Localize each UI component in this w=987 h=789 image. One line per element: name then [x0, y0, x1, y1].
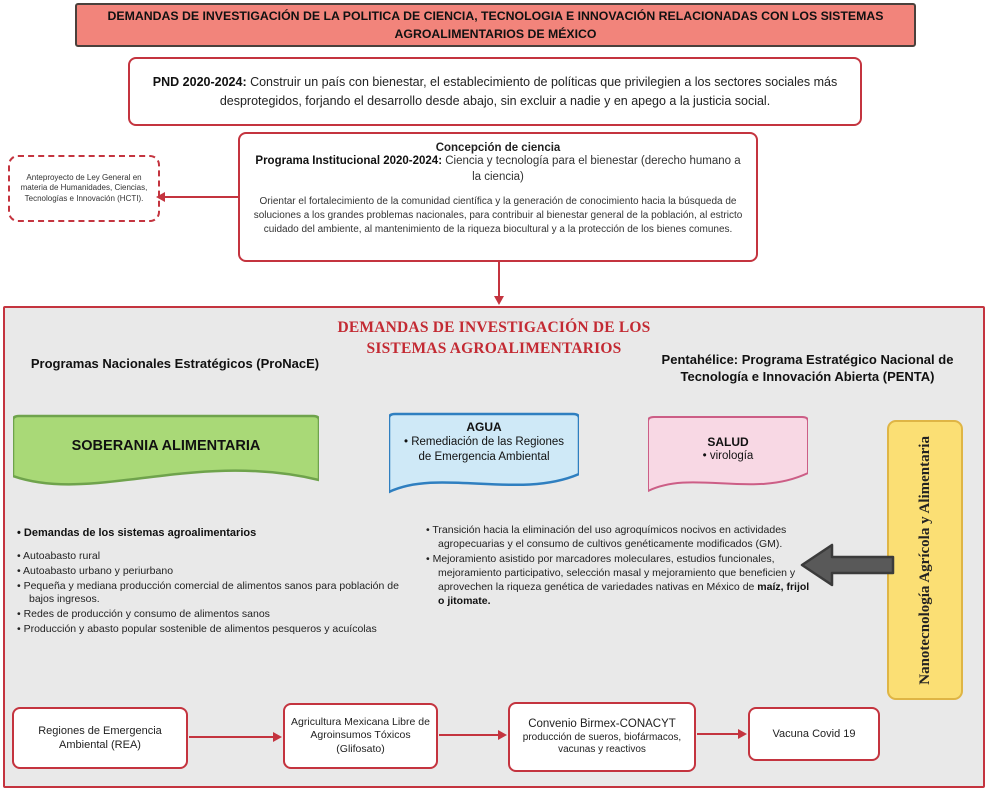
gray-left-arrow-icon [800, 542, 895, 589]
list-item: • Pequeña y mediana producción comercial de alimentos sanos para población de bajos ingresos. [17, 579, 399, 606]
pnd-text [130, 73, 860, 109]
agua-title: AGUA [466, 420, 502, 434]
arrow-line-to-demandas [498, 262, 500, 298]
arrowhead-right-icon [273, 732, 282, 742]
vacuna-node [748, 707, 880, 761]
anteproyecto-box [8, 155, 160, 222]
list-item-bold: maíz, frijol o jitomate. [438, 580, 810, 607]
arrowhead-right-icon [498, 730, 507, 740]
pnd-prefix: PND 2020-2024: [152, 75, 247, 90]
soberania-label: SOBERANIA ALIMENTARIA [71, 438, 261, 454]
list-item: • Producción y abasto popular sostenible de alimentos pesqueros y acuícolas [17, 623, 377, 636]
title-banner [75, 3, 916, 47]
pnd-box [128, 57, 862, 126]
list-item: • Autoabasto urbano y periurbano [17, 564, 174, 577]
birmex-node [508, 702, 696, 772]
rea-node [12, 707, 188, 769]
anteproyecto-text: Anteproyecto de Ley General en materia de Humanidades, Ciencias, Tecnologías e Innovación (HCTI). [20, 172, 148, 203]
birmex-text: producción de sueros, biofármacos, vacunas y reactivos [522, 731, 682, 756]
panel-title-line1: DEMANDAS DE INVESTIGACIÓN DE LOS [337, 319, 651, 336]
pronace-demands-list [17, 526, 419, 638]
arrow-line-to-anteproyecto [163, 196, 239, 198]
page-title: DEMANDAS DE INVESTIGACIÓN DE LA POLITICA DE CIENCIA, TECNOLOGIA E INNOVACIÓN RELACIONADAS CON LOS SISTEMAS AGROALIMENTARIOS DE MÉXICO [107, 8, 884, 41]
arrowhead-left-icon [156, 192, 165, 202]
birmex-title: Convenio Birmex-CONACYT [528, 718, 676, 731]
rea-label: Regiones de Emergencia Ambiental (REA) [38, 724, 162, 751]
agua-node [389, 412, 579, 498]
agricultura-node [283, 703, 438, 769]
program-text: Ciencia y tecnología para el bienestar (derecho humano a la ciencia) [442, 155, 741, 183]
list-header: • Demandas de los sistemas agroalimentarios [17, 527, 257, 539]
vacuna-label: Vacuna Covid 19 [772, 727, 856, 740]
concepcion-body: Orientar el fortalecimiento de la comunidad científica y la generación de conocimiento hacia la búsqueda de soluciones a los grandes problemas nacionales, para contribuir al bienestar general de la población, al estricto cuidado del ambiente, al mantenimiento de la riqueza biocultural y a la protección de los bienes comunes. [253, 196, 743, 235]
list-item-text: • Mejoramiento asistido por marcadores moleculares, estudios funcionales, mejoramiento participativo, selección masal y mejoramiento que beneficien y aprovechen la riqueza genética de variedades nativas en México de [426, 552, 796, 593]
flow-arrow-line-3 [697, 733, 738, 735]
concepcion-program [252, 154, 744, 185]
concepcion-title: Concepción de ciencia [435, 142, 561, 154]
penta-demands-list [426, 524, 818, 610]
salud-text: • virología [702, 450, 754, 462]
agua-text: • Remediación de las Regiones de Emergencia Ambiental [403, 436, 564, 463]
pronace-header: Programas Nacionales Estratégicos (ProNacE) [30, 356, 320, 371]
panel-title-line2: SISTEMAS AGROALIMENTARIOS [366, 339, 622, 357]
program-prefix: Programa Institucional 2020-2024: [255, 155, 443, 167]
soberania-node [13, 414, 319, 492]
flow-arrow-line-2 [439, 734, 498, 736]
arrowhead-down-icon [494, 296, 504, 305]
penta-header: Pentahélice: Programa Estratégico Nacional de Tecnología e Innovación Abierta (PENTA) [661, 352, 954, 384]
flow-arrow-line-1 [189, 736, 273, 738]
list-item: • Autoabasto rural [17, 549, 101, 562]
agricultura-label: Agricultura Mexicana Libre de Agroinsumos Tóxicos (Glifosato) [291, 715, 430, 755]
salud-title: SALUD [707, 435, 749, 449]
salud-node [648, 415, 808, 497]
nano-label: Nanotecnología Agrícola y Alimentaria [916, 435, 933, 685]
arrowhead-right-icon [738, 729, 747, 739]
list-item [426, 553, 818, 609]
nano-node [887, 420, 963, 700]
demandas-panel [3, 306, 985, 788]
list-item: • Redes de producción y consumo de alimentos sanos [17, 608, 270, 621]
list-item: • Transición hacia la eliminación del uso agroquímicos nocivos en actividades agropecuarias y el consumo de cultivos genéticamente modificados (GM). [426, 524, 787, 550]
pnd-body: Construir un país con bienestar, el establecimiento de políticas que privilegien a los sectores sociales más desprotegidos, forjando el desarrollo desde abajo, sin excluir a nadie y en apego a la justicia social. [219, 75, 838, 108]
concepcion-box [238, 132, 758, 262]
